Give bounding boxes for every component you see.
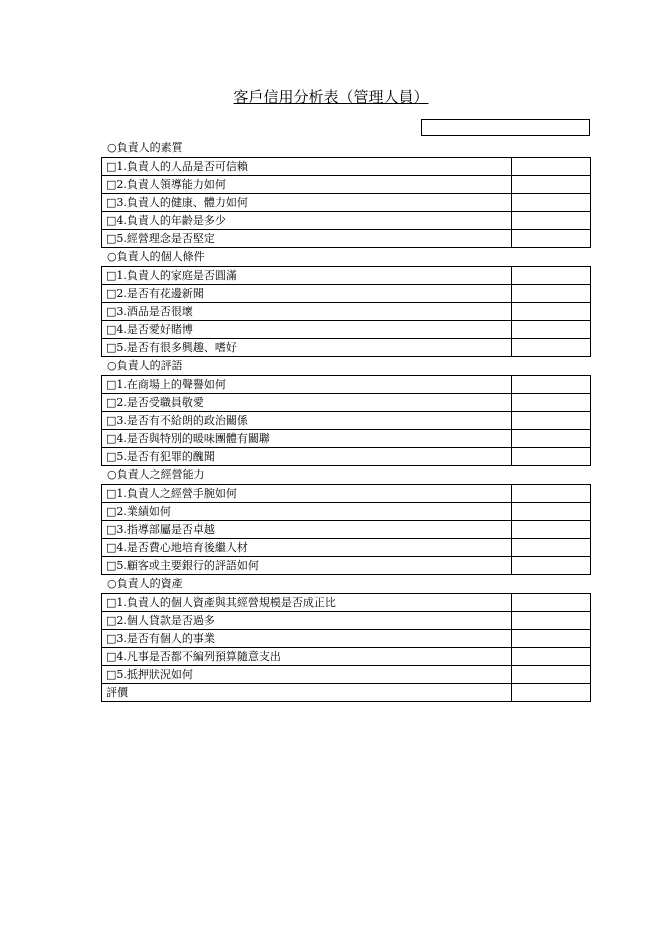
item-label: □2.個人貸款是否過多 xyxy=(102,612,512,630)
score-cell[interactable] xyxy=(512,230,591,248)
item-label: □4.是否費心地培育後繼人材 xyxy=(102,539,512,557)
item-label: □5.是否有很多興趣、嗜好 xyxy=(102,339,512,357)
table-row xyxy=(102,176,591,194)
evaluation-cell[interactable] xyxy=(512,684,591,702)
section-heading: ○負責人之經營能力 xyxy=(107,468,205,481)
table-row xyxy=(102,212,591,230)
item-label: □2.負責人領導能力如何 xyxy=(102,176,512,194)
table-row xyxy=(102,285,591,303)
table-row xyxy=(102,630,591,648)
score-cell[interactable] xyxy=(512,430,591,448)
item-label: □4.凡事是否都不編列預算隨意支出 xyxy=(102,648,512,666)
item-label: □2.業績如何 xyxy=(102,503,512,521)
score-cell[interactable] xyxy=(512,485,591,503)
score-cell[interactable] xyxy=(512,212,591,230)
score-cell[interactable] xyxy=(512,376,591,394)
table-row xyxy=(102,321,591,339)
form-title: 客戶信用分析表（管理人員） xyxy=(233,88,429,106)
item-label: □1.在商場上的聲譽如何 xyxy=(102,376,512,394)
score-cell[interactable] xyxy=(512,194,591,212)
score-cell[interactable] xyxy=(512,176,591,194)
table-row xyxy=(102,666,591,684)
score-cell[interactable] xyxy=(512,666,591,684)
table-row xyxy=(102,648,591,666)
item-label: □1.負責人之經營手腕如何 xyxy=(102,485,512,503)
score-cell[interactable] xyxy=(512,612,591,630)
item-label: □4.負責人的年齡是多少 xyxy=(102,212,512,230)
item-label: □4.是否與特別的暖味團體有關聯 xyxy=(102,430,512,448)
item-label: □3.是否有個人的事業 xyxy=(102,630,512,648)
score-cell[interactable] xyxy=(512,267,591,285)
table-row xyxy=(102,158,591,176)
score-cell[interactable] xyxy=(512,448,591,466)
table-row xyxy=(102,612,591,630)
table-row xyxy=(102,194,591,212)
section-heading: ○負責人的個人條件 xyxy=(107,250,205,263)
item-label: □3.負責人的健康、體力如何 xyxy=(102,194,512,212)
item-label: □3.是否有不給朗的政治關係 xyxy=(102,412,512,430)
score-cell[interactable] xyxy=(512,594,591,612)
score-cell[interactable] xyxy=(512,521,591,539)
score-cell[interactable] xyxy=(512,158,591,176)
score-cell[interactable] xyxy=(512,539,591,557)
section-heading: ○負責人的素質 xyxy=(107,141,183,154)
section-table xyxy=(101,266,591,357)
table-row xyxy=(102,539,591,557)
item-label: □5.顧客或主要銀行的評語如何 xyxy=(102,557,512,575)
credit-analysis-form xyxy=(101,139,591,702)
score-cell[interactable] xyxy=(512,412,591,430)
score-cell[interactable] xyxy=(512,394,591,412)
score-cell[interactable] xyxy=(512,339,591,357)
item-label: □3.指導部屬是否卓越 xyxy=(102,521,512,539)
table-row xyxy=(102,303,591,321)
table-row xyxy=(102,594,591,612)
table-row xyxy=(102,448,591,466)
section-table xyxy=(101,593,591,702)
section-table xyxy=(101,484,591,575)
score-cell[interactable] xyxy=(512,630,591,648)
item-label: □1.負責人的人品是否可信賴 xyxy=(102,158,512,176)
table-row xyxy=(102,557,591,575)
header-blank-field[interactable] xyxy=(421,119,590,136)
item-label: □2.是否受職員敬愛 xyxy=(102,394,512,412)
item-label: □5.經營理念是否堅定 xyxy=(102,230,512,248)
section-heading: ○負責人的資產 xyxy=(107,577,183,590)
table-row xyxy=(102,412,591,430)
score-cell[interactable] xyxy=(512,303,591,321)
table-row xyxy=(102,485,591,503)
table-row xyxy=(102,430,591,448)
table-row xyxy=(102,394,591,412)
item-label: □5.抵押狀況如何 xyxy=(102,666,512,684)
table-row xyxy=(102,339,591,357)
table-row xyxy=(102,267,591,285)
item-label: □1.負責人的個人資產與其經營規模是否成正比 xyxy=(102,594,512,612)
section-table xyxy=(101,157,591,248)
table-row xyxy=(102,230,591,248)
score-cell[interactable] xyxy=(512,321,591,339)
table-row xyxy=(102,521,591,539)
score-cell[interactable] xyxy=(512,557,591,575)
evaluation-row xyxy=(102,684,591,702)
table-row xyxy=(102,376,591,394)
item-label: □1.負責人的家庭是否圓滿 xyxy=(102,267,512,285)
score-cell[interactable] xyxy=(512,503,591,521)
item-label: □4.是否愛好賭博 xyxy=(102,321,512,339)
item-label: □2.是否有花邊新聞 xyxy=(102,285,512,303)
section-table xyxy=(101,375,591,466)
item-label: □5.是否有犯罪的醜聞 xyxy=(102,448,512,466)
score-cell[interactable] xyxy=(512,648,591,666)
evaluation-label: 評價 xyxy=(102,684,512,702)
section-heading: ○負責人的評語 xyxy=(107,359,183,372)
score-cell[interactable] xyxy=(512,285,591,303)
table-row xyxy=(102,503,591,521)
item-label: □3.酒品是否很壞 xyxy=(102,303,512,321)
